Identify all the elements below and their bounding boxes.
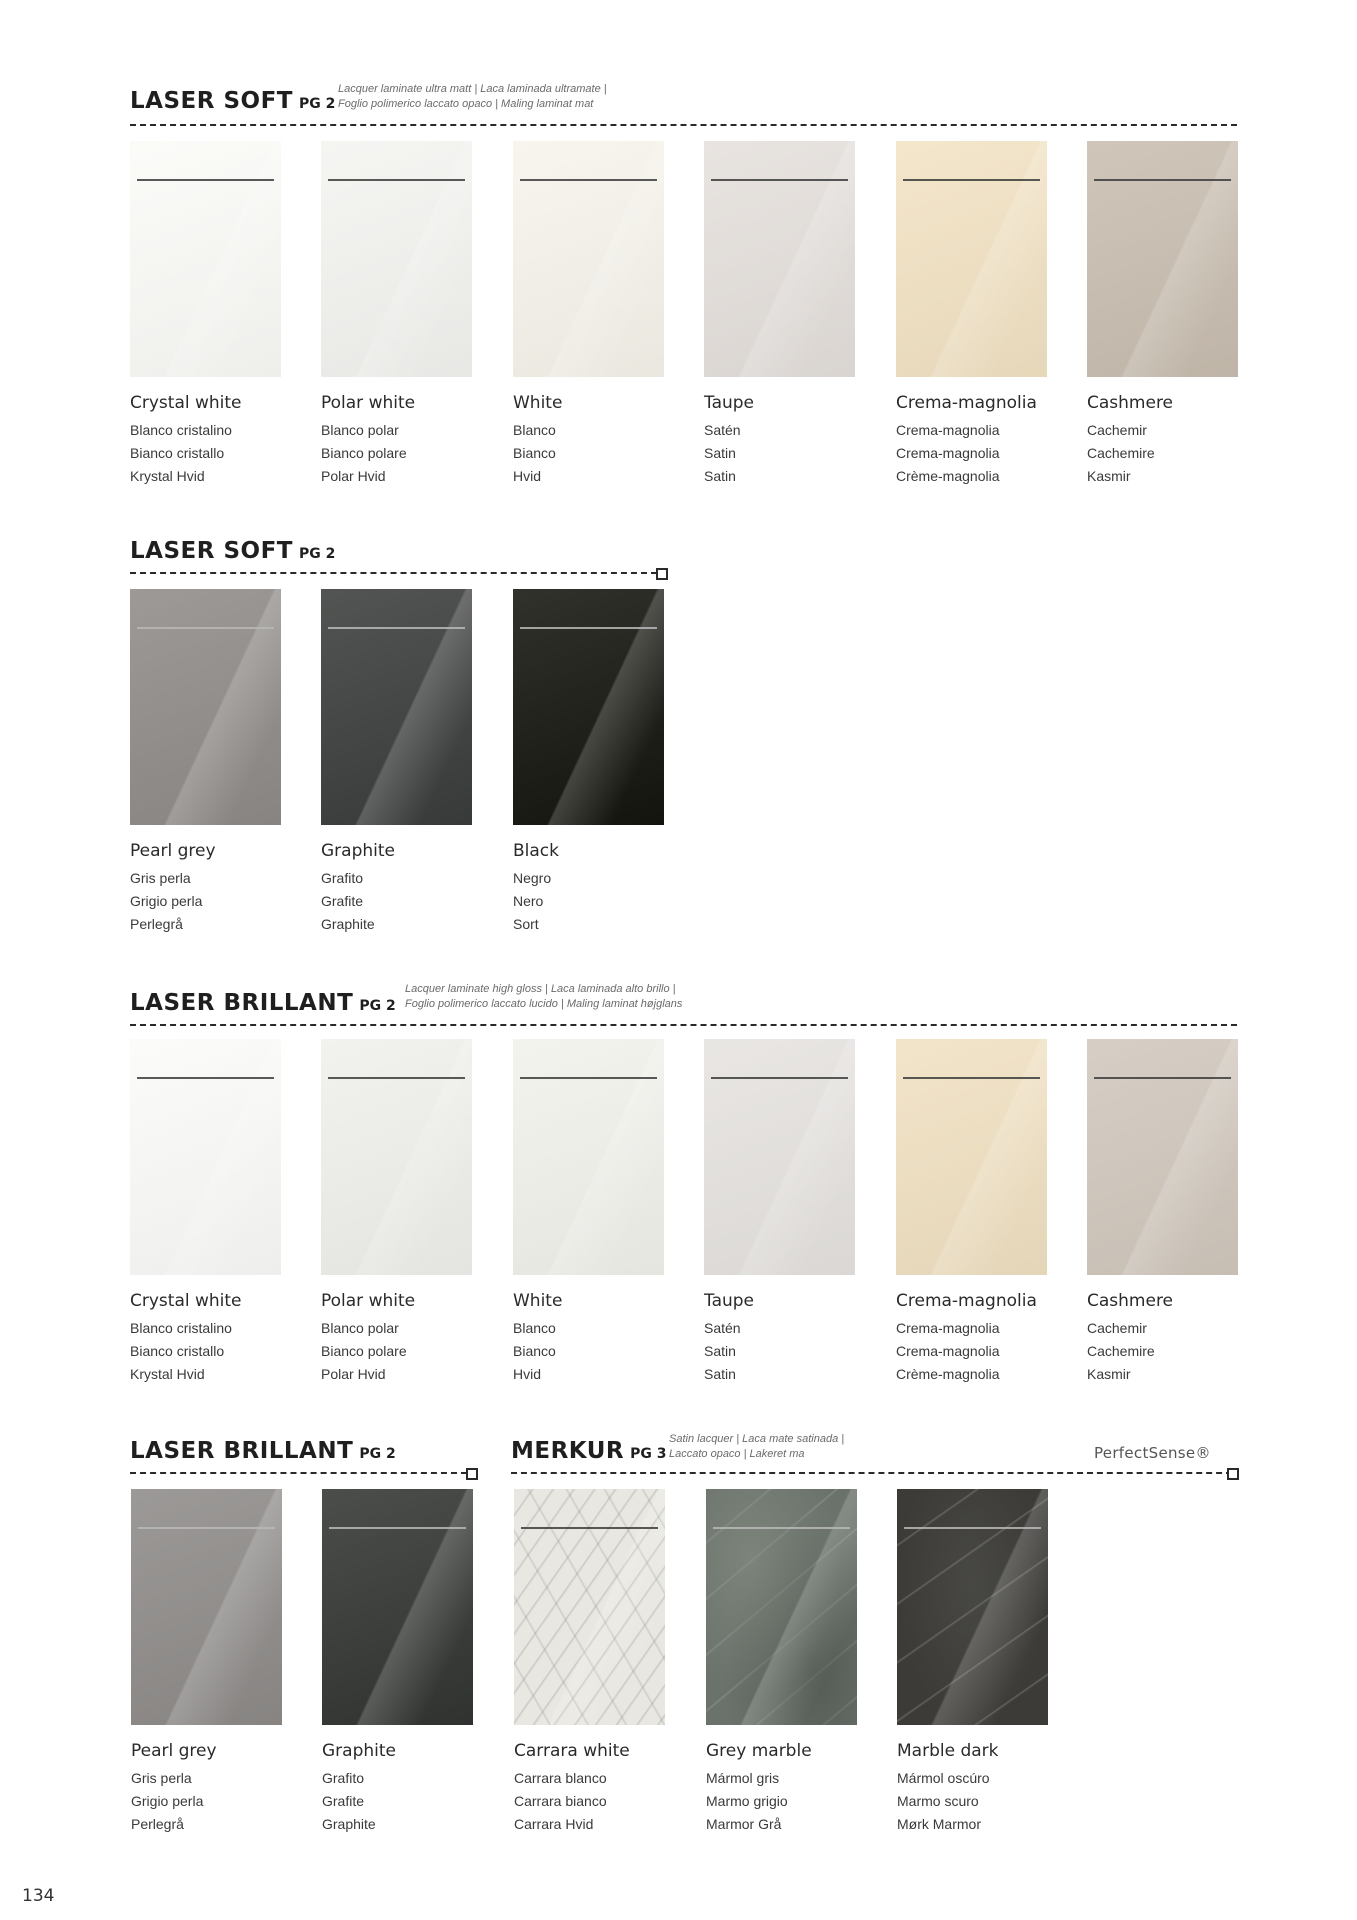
- door-sheen: [322, 1489, 473, 1725]
- door-handle: [328, 627, 465, 629]
- price-group: PG 2: [298, 96, 336, 112]
- door-swatch: [321, 1039, 472, 1275]
- door-swatch: [704, 1039, 855, 1275]
- door-handle: [904, 1527, 1041, 1529]
- section-description: [405, 982, 682, 1012]
- door-sheen: [704, 1039, 855, 1275]
- finish-translation: Bianco polare: [321, 1343, 407, 1359]
- section-title: LASER SOFT: [130, 88, 293, 114]
- finish-name: Pearl grey: [131, 1741, 217, 1761]
- dashed-divider: [130, 124, 1237, 126]
- section-header: [130, 990, 396, 1016]
- finish-card: [704, 141, 855, 488]
- finish-card: [896, 1039, 1047, 1386]
- door-sheen: [513, 1039, 664, 1275]
- door-sheen: [704, 141, 855, 377]
- finish-card: [131, 1489, 282, 1836]
- door-handle: [520, 179, 657, 181]
- door-swatch: [513, 589, 664, 825]
- finish-translation: Blanco polar: [321, 1320, 399, 1336]
- finish-translation: Marmo scuro: [897, 1793, 979, 1809]
- door-sheen: [1087, 141, 1238, 377]
- finish-translation: Krystal Hvid: [130, 1366, 205, 1382]
- finish-translation: Polar Hvid: [321, 1366, 386, 1382]
- section-description: [338, 82, 607, 112]
- finish-translation: Carrara Hvid: [514, 1816, 594, 1832]
- finish-name: Polar white: [321, 393, 416, 413]
- finish-card: [321, 141, 472, 488]
- finish-name: Carrara white: [514, 1741, 630, 1761]
- finish-translation: Carrara bianco: [514, 1793, 607, 1809]
- finish-translation: Nero: [513, 893, 544, 909]
- door-handle: [1094, 1077, 1231, 1079]
- finish-card: [513, 589, 664, 936]
- finish-name: Crystal white: [130, 393, 242, 413]
- finish-translation: Blanco: [513, 422, 556, 438]
- divider-end-marker: [656, 568, 668, 580]
- finish-card: [321, 589, 472, 936]
- finish-translation: Satén: [704, 1320, 741, 1336]
- finish-translation: Grafito: [322, 1770, 365, 1786]
- finish-name: Taupe: [704, 1291, 755, 1311]
- door-swatch: [130, 589, 281, 825]
- finish-translation: Blanco polar: [321, 422, 399, 438]
- door-swatch: [1087, 141, 1238, 377]
- door-sheen: [321, 141, 472, 377]
- door-handle: [138, 1527, 275, 1529]
- finish-translation: Grigio perla: [131, 1793, 204, 1809]
- finish-translation: Mármol gris: [706, 1770, 780, 1786]
- finish-name: Crema-magnolia: [896, 393, 1037, 413]
- door-sheen: [513, 141, 664, 377]
- door-swatch: [131, 1489, 282, 1725]
- finish-translation: Cachemir: [1087, 1320, 1147, 1336]
- finish-card: [513, 1039, 664, 1386]
- finish-card: [321, 1039, 472, 1386]
- finish-translation: Krystal Hvid: [130, 468, 205, 484]
- finish-translation: Graphite: [322, 1816, 376, 1832]
- door-swatch: [897, 1489, 1048, 1725]
- finish-translation: Carrara blanco: [514, 1770, 607, 1786]
- section-header: [130, 88, 335, 114]
- finish-translation: Bianco cristallo: [130, 1343, 225, 1359]
- price-group: PG 2: [359, 998, 396, 1014]
- door-handle: [521, 1527, 658, 1529]
- finish-card: [1087, 1039, 1238, 1386]
- finish-card: [706, 1489, 857, 1836]
- finish-translation: Kasmir: [1087, 468, 1131, 484]
- finish-card: [1087, 141, 1238, 488]
- finish-translation: Crème-magnolia: [896, 1366, 1000, 1382]
- description-line: Foglio polimerico laccato opaco | Maling laminat mat: [338, 98, 594, 110]
- finish-translation: Grafite: [322, 1793, 365, 1809]
- section-header: [130, 1438, 396, 1464]
- finish-translation: Mármol oscúro: [897, 1770, 990, 1786]
- finish-translation: Blanco cristalino: [130, 422, 232, 438]
- finish-translation: Crème-magnolia: [896, 468, 1000, 484]
- door-handle: [903, 179, 1040, 181]
- finish-translation: Blanco cristalino: [130, 1320, 232, 1336]
- finish-translation: Cachemir: [1087, 422, 1147, 438]
- door-handle: [137, 627, 274, 629]
- page-number: 134: [22, 1886, 55, 1906]
- finish-name: Marble dark: [897, 1741, 999, 1761]
- finish-translation: Graphite: [321, 916, 375, 932]
- finish-translation: Cachemire: [1087, 445, 1155, 461]
- door-swatch: [321, 141, 472, 377]
- door-handle: [711, 179, 848, 181]
- finish-name: Crystal white: [130, 1291, 242, 1311]
- finish-translation: Crema-magnolia: [896, 1343, 1000, 1359]
- finish-card: [704, 1039, 855, 1386]
- finish-translation: Perlegrå: [130, 916, 183, 932]
- finish-translation: Gris perla: [131, 1770, 192, 1786]
- door-sheen: [513, 589, 664, 825]
- dashed-divider: [130, 572, 657, 574]
- price-group: PG 2: [298, 546, 336, 562]
- door-swatch: [513, 141, 664, 377]
- finish-translation: Bianco: [513, 445, 556, 461]
- finish-translation: Hvid: [513, 468, 542, 484]
- divider-end-marker: [1227, 1468, 1239, 1480]
- finish-translation: Satin: [704, 1366, 736, 1382]
- door-swatch: [513, 1039, 664, 1275]
- finish-translation: Satén: [704, 422, 741, 438]
- section-description: [669, 1432, 844, 1462]
- finish-translation: Grafito: [321, 870, 364, 886]
- dashed-divider: [130, 1024, 1237, 1026]
- dashed-divider: [511, 1472, 1232, 1474]
- door-swatch: [896, 141, 1047, 377]
- finish-translation: Grafite: [321, 893, 364, 909]
- section-title: MERKUR: [511, 1438, 625, 1464]
- finish-card: [130, 589, 281, 936]
- finish-translation: Blanco: [513, 1320, 556, 1336]
- door-handle: [137, 179, 274, 181]
- finish-name: Taupe: [704, 393, 755, 413]
- finish-card: [322, 1489, 473, 1836]
- finish-translation: Kasmir: [1087, 1366, 1131, 1382]
- door-sheen: [897, 1489, 1048, 1725]
- finish-name: White: [513, 1291, 563, 1311]
- price-group: PG 3: [630, 1446, 667, 1462]
- door-sheen: [896, 1039, 1047, 1275]
- door-sheen: [130, 1039, 281, 1275]
- finish-name: Pearl grey: [130, 841, 216, 861]
- finish-card: [130, 1039, 281, 1386]
- description-line: Lacquer laminate high gloss | Laca laminada alto brillo |: [405, 983, 676, 995]
- door-swatch: [130, 141, 281, 377]
- finish-translation: Hvid: [513, 1366, 542, 1382]
- finish-translation: Satin: [704, 1343, 736, 1359]
- finish-name: Cashmere: [1087, 1291, 1174, 1311]
- door-swatch: [514, 1489, 665, 1725]
- finish-translation: Marmo grigio: [706, 1793, 788, 1809]
- section-header: [130, 538, 335, 564]
- door-sheen: [321, 1039, 472, 1275]
- finish-name: Graphite: [321, 841, 395, 861]
- finish-name: Black: [513, 841, 559, 861]
- finish-translation: Crema-magnolia: [896, 422, 1000, 438]
- door-swatch: [130, 1039, 281, 1275]
- finish-translation: Bianco: [513, 1343, 556, 1359]
- finish-translation: Polar Hvid: [321, 468, 386, 484]
- finish-name: White: [513, 393, 563, 413]
- door-handle: [329, 1527, 466, 1529]
- section-title: LASER BRILLANT: [130, 1438, 354, 1464]
- price-group: PG 2: [359, 1446, 396, 1462]
- door-sheen: [131, 1489, 282, 1725]
- door-swatch: [321, 589, 472, 825]
- door-handle: [137, 1077, 274, 1079]
- finish-translation: Marmor Grå: [706, 1816, 782, 1832]
- finish-card: [514, 1489, 665, 1836]
- door-handle: [520, 1077, 657, 1079]
- door-swatch: [706, 1489, 857, 1725]
- finish-name: Grey marble: [706, 1741, 812, 1761]
- door-sheen: [130, 141, 281, 377]
- finish-translation: Grigio perla: [130, 893, 203, 909]
- door-sheen: [1087, 1039, 1238, 1275]
- door-sheen: [321, 589, 472, 825]
- perfectsense-brand-label: PerfectSense®: [1094, 1444, 1211, 1462]
- finish-translation: Crema-magnolia: [896, 1320, 1000, 1336]
- finish-translation: Satin: [704, 468, 736, 484]
- door-handle: [1094, 179, 1231, 181]
- finish-card: [130, 141, 281, 488]
- finish-card: [896, 141, 1047, 488]
- finish-name: Graphite: [322, 1741, 396, 1761]
- finish-name: Crema-magnolia: [896, 1291, 1037, 1311]
- finish-card: [513, 141, 664, 488]
- door-sheen: [706, 1489, 857, 1725]
- door-sheen: [514, 1489, 665, 1725]
- door-sheen: [130, 589, 281, 825]
- finish-translation: Satin: [704, 445, 736, 461]
- door-handle: [713, 1527, 850, 1529]
- door-swatch: [896, 1039, 1047, 1275]
- description-line: Satin lacquer | Laca mate satinada |: [669, 1433, 845, 1445]
- finish-translation: Cachemire: [1087, 1343, 1155, 1359]
- finish-translation: Mørk Marmor: [897, 1816, 981, 1832]
- finish-translation: Crema-magnolia: [896, 445, 1000, 461]
- door-handle: [711, 1077, 848, 1079]
- finish-name: Polar white: [321, 1291, 416, 1311]
- finish-translation: Gris perla: [130, 870, 191, 886]
- section-title: LASER SOFT: [130, 538, 293, 564]
- finish-card: [897, 1489, 1048, 1836]
- door-handle: [520, 627, 657, 629]
- dashed-divider: [130, 1472, 467, 1474]
- finish-translation: Negro: [513, 870, 552, 886]
- description-line: Laccato opaco | Lakeret ma: [669, 1448, 805, 1460]
- finish-translation: Perlegrå: [131, 1816, 184, 1832]
- door-swatch: [322, 1489, 473, 1725]
- door-handle: [328, 1077, 465, 1079]
- door-sheen: [896, 141, 1047, 377]
- section-title: LASER BRILLANT: [130, 990, 354, 1016]
- divider-end-marker: [466, 1468, 478, 1480]
- finish-translation: Sort: [513, 916, 539, 932]
- description-line: Foglio polimerico laccato lucido | Maling laminat højglans: [405, 998, 683, 1010]
- door-swatch: [704, 141, 855, 377]
- door-handle: [903, 1077, 1040, 1079]
- door-swatch: [1087, 1039, 1238, 1275]
- section-header: [511, 1438, 667, 1464]
- finish-translation: Bianco polare: [321, 445, 407, 461]
- finish-translation: Bianco cristallo: [130, 445, 225, 461]
- finish-name: Cashmere: [1087, 393, 1174, 413]
- description-line: Lacquer laminate ultra matt | Laca laminada ultramate |: [338, 83, 607, 95]
- door-handle: [328, 179, 465, 181]
